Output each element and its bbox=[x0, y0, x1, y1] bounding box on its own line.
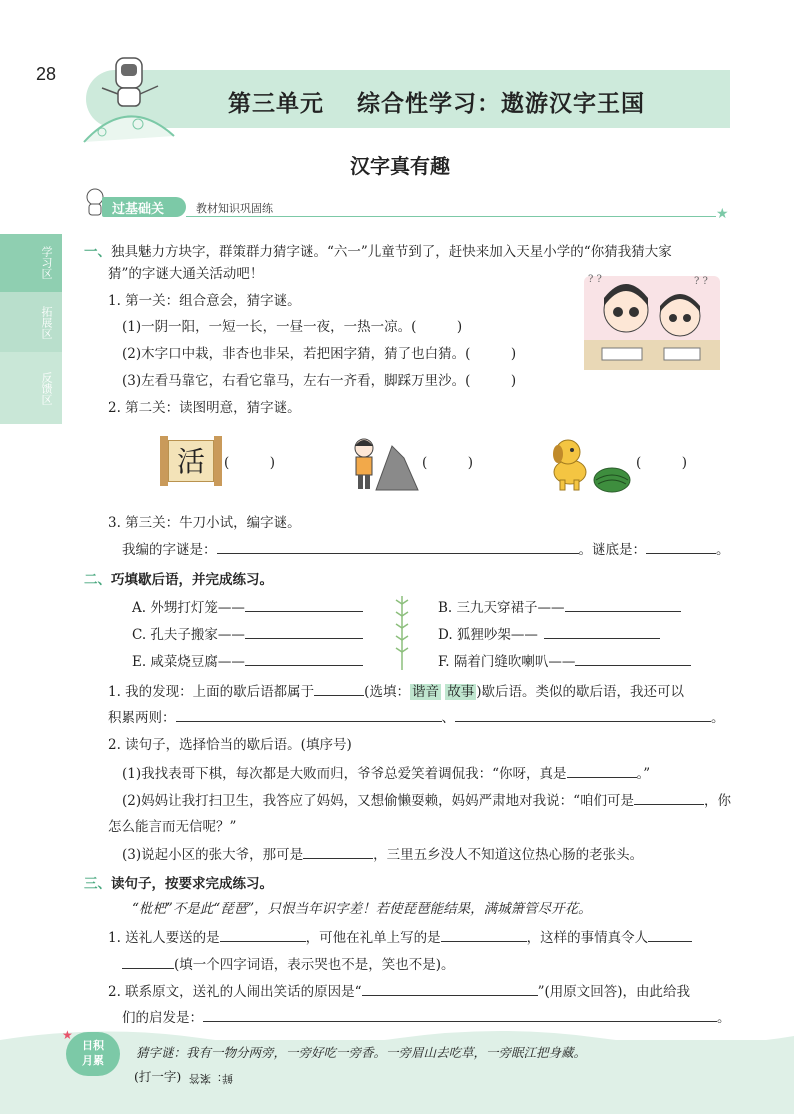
riddle-input-line[interactable] bbox=[217, 540, 579, 554]
unit-title: 第三单元 综合性学习：遨游汉字王国 bbox=[228, 91, 646, 117]
dog-watermelon-picture bbox=[540, 432, 636, 494]
leaf-divider-icon bbox=[394, 594, 410, 672]
section-tag-subtitle: 教材知识巩固练 bbox=[196, 202, 273, 215]
q1-part3-line: 我编的字谜是： 。谜底是： 。 bbox=[122, 542, 730, 558]
section-divider bbox=[186, 216, 716, 217]
answer-paren-1[interactable]: ( ) bbox=[224, 455, 276, 471]
xiehouyu-item-a: A. 外甥打灯笼—— bbox=[132, 598, 363, 617]
door-picture bbox=[160, 436, 222, 486]
q1-text-line2: 猜”的字谜大通关活动吧！ bbox=[108, 266, 264, 282]
q2-heading: 二、巧填歇后语，并完成练习。 bbox=[84, 572, 273, 588]
xiehouyu-item-d: D. 狐狸吵架—— bbox=[438, 625, 660, 644]
answer-paren-2[interactable]: ( ) bbox=[422, 455, 474, 471]
option-homophone[interactable]: 谐音 bbox=[411, 684, 439, 700]
footer-answer-flipped: 鲜：案答 bbox=[189, 1072, 234, 1085]
q2-sub1-line2: 积累两则： 、 。 bbox=[108, 710, 725, 726]
q2-sub2-item2: (2)妈妈让我打扫卫生，我答应了妈妈，又想偷懒耍赖，妈妈严肃地对我说：“咱们可是 ，你 bbox=[122, 793, 732, 809]
door-character: 活 bbox=[168, 440, 214, 482]
q3-sub1-line1: 1. 送礼人要送的是 ，可他在礼单上写的是 ，这样的事情真令人 bbox=[108, 928, 692, 947]
q3-heading: 三、读句子，按要求完成练习。 bbox=[84, 876, 273, 892]
q3-sub2-line1: 2. 联系原文，送礼的人闹出笑话的原因是“ ”(用原文回答)，由此给我 bbox=[108, 984, 691, 1000]
q2-sub2-title: 2. 读句子，选择恰当的歇后语。(填序号) bbox=[108, 737, 352, 753]
q1-part1-item: (3)左看马靠它，右看它靠马，左右一齐看，脚踩万里沙。( ) bbox=[122, 373, 517, 389]
svg-text:? ?: ? ? bbox=[588, 274, 602, 285]
xiehouyu-item-f: F. 隔着门缝吹喇叭—— bbox=[438, 652, 691, 671]
side-tab-extend[interactable]: 拓展区 bbox=[0, 292, 62, 352]
side-tab-learn[interactable]: 学习区 bbox=[0, 234, 62, 292]
q3-poem: “枇杷”不是此“琵琶”，只恨当年识字差！若使琵琶能结果，满城箫管尽开花。 bbox=[132, 901, 592, 917]
badge-star-icon: ★ bbox=[62, 1028, 73, 1042]
footer-riddle: 猜字谜：我有一物分两旁，一旁好吃一旁香。一旁眉山去吃草，一旁眠江把身藏。 bbox=[136, 1045, 587, 1060]
xiehouyu-item-b: B. 三九天穿裙子—— bbox=[438, 598, 681, 617]
q1-part1-item: (2)木字口中栽，非杏也非呆，若把困字猜，猜了也白猜。( ) bbox=[122, 346, 517, 362]
answer-paren-3[interactable]: ( ) bbox=[636, 455, 688, 471]
children-reading-illustration bbox=[582, 268, 722, 372]
q2-sub1-line1: 1. 我的发现：上面的歇后语都属于 (选填： 谐音 故事 )歇后语。类似的歇后语，我还可以 bbox=[108, 684, 685, 700]
q2-sub2-item3: (3)说起小区的张大爷，那可是 ，三里五乡没人不知道这位热心肠的老张头。 bbox=[122, 847, 644, 863]
q1-part1-item: (1)一阴一阳，一短一长，一昼一夜，一热一凉。( ) bbox=[122, 319, 463, 335]
star-icon: ★ bbox=[716, 206, 729, 222]
q1-heading: 一、独具魅力方块字，群策群力猜字谜。“六一”儿童节到了，赶快来加入天星小学的“你猜我猜大家 bbox=[84, 244, 672, 260]
option-story[interactable]: 故事 bbox=[447, 684, 475, 700]
page-subtitle: 汉字真有趣 bbox=[350, 154, 450, 178]
astronaut-moon-icon bbox=[78, 44, 178, 150]
riddle-answer-line[interactable] bbox=[646, 540, 716, 554]
side-tab-feedback[interactable]: 反馈区 bbox=[0, 352, 62, 424]
q1-part3-title: 3. 第三关：牛刀小试，编字谜。 bbox=[108, 515, 301, 531]
q3-sub2-line2: 们的启发是： 。 bbox=[122, 1010, 731, 1026]
q1-part2-title: 2. 第二关：读图明意，猜字谜。 bbox=[108, 400, 301, 416]
daily-accumulation-badge: 日积 月累 bbox=[66, 1032, 120, 1076]
q2-sub2-item2-cont: 怎么能言而无信呢？” bbox=[108, 819, 237, 835]
svg-text:? ?: ? ? bbox=[694, 276, 708, 287]
page-number: 28 bbox=[36, 64, 57, 84]
xiehouyu-item-c: C. 孔夫子搬家—— bbox=[132, 625, 363, 644]
xiehouyu-item-e: E. 咸菜烧豆腐—— bbox=[132, 652, 363, 671]
person-mountain-picture bbox=[350, 434, 420, 492]
section-tag: 过基础关 bbox=[102, 197, 186, 217]
footer-hint: (打一字) 鲜：案答 bbox=[134, 1069, 234, 1085]
q3-sub1-line2: (填一个四字词语，表示哭也不是，笑也不是)。 bbox=[122, 955, 455, 974]
q1-part1-title: 1. 第一关：组合意会，猜字谜。 bbox=[108, 293, 301, 309]
q2-sub2-item1: (1)我找表哥下棋，每次都是大败而归，爷爷总爱笑着调侃我：“你呀，真是 。” bbox=[122, 766, 651, 782]
